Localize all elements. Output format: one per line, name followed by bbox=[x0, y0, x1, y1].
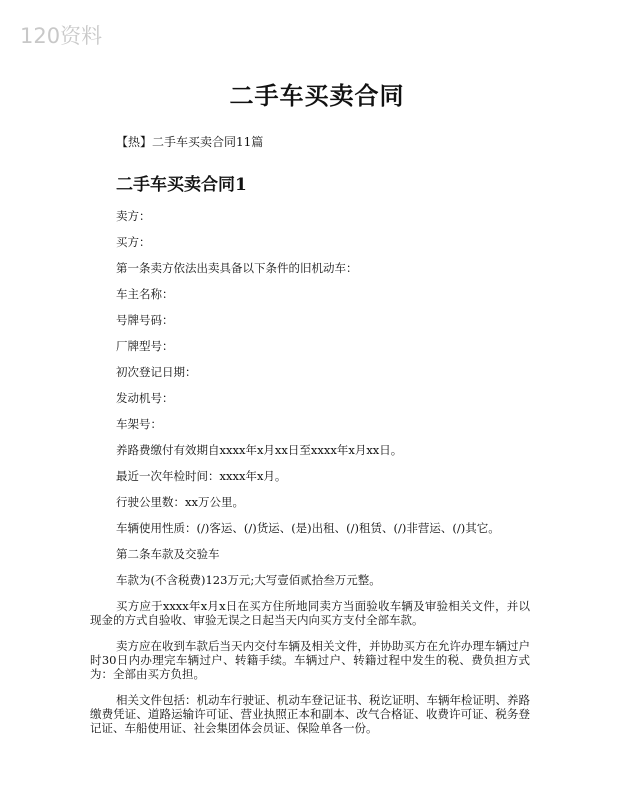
paragraph-mileage: 行驶公里数：xx万公里。 bbox=[116, 495, 244, 509]
document-subheading: 【热】二手车买卖合同11篇 bbox=[116, 135, 264, 149]
paragraph-seller: 卖方： bbox=[116, 209, 151, 223]
paragraph-payment: 买方应于xxxx年x月x日在买方住所地同卖方当面验收车辆及审验相关文件，并以现金的方式自验收、审验无误之日起当天内向买方支付全部车款。 bbox=[90, 599, 530, 627]
paragraph-frame-number: 车架号： bbox=[116, 417, 162, 431]
section-title: 二手车买卖合同1 bbox=[116, 175, 247, 195]
document-page bbox=[90, 76, 530, 747]
paragraph-first-registration: 初次登记日期： bbox=[116, 365, 197, 379]
paragraph-owner-name: 车主名称： bbox=[116, 287, 174, 301]
paragraph-documents: 相关文件包括：机动车行驶证、机动车登记证书、税讫证明、车辆年检证明、养路缴费凭证、道路运输许可证、营业执照正本和副本、改气合格证、收费许可证、税务登记证、车船使用证、社会集团体会员证、保险单各一份。 bbox=[90, 693, 530, 735]
paragraph-article-2: 第二条车款及交验车 bbox=[116, 547, 220, 561]
document-title: 二手车买卖合同 bbox=[229, 81, 405, 110]
paragraph-buyer: 买方： bbox=[116, 235, 151, 249]
paragraph-delivery: 卖方应在收到车款后当天内交付车辆及相关文件，并协助买方在允许办理车辆过户时30日内办理完车辆过户、转籍手续。车辆过户、转籍过程中发生的税、费负担方式为：全部由买方负担。 bbox=[90, 639, 530, 681]
paragraph-article-1: 第一条卖方依法出卖具备以下条件的旧机动车： bbox=[116, 261, 358, 275]
paragraph-road-fee: 养路费缴付有效期自xxxx年x月xx日至xxxx年x月xx日。 bbox=[116, 443, 403, 457]
paragraph-price: 车款为(不含税费)123万元;大写壹佰贰拾叁万元整。 bbox=[116, 573, 381, 587]
paragraph-engine-number: 发动机号： bbox=[116, 391, 174, 405]
paragraph-usage-type: 车辆使用性质：(/)客运、(/)货运、(是)出租、(/)租赁、(/)非营运、(/)其它。 bbox=[116, 521, 500, 535]
paragraph-plate-number: 号牌号码： bbox=[116, 313, 174, 327]
watermark: 120资料 bbox=[20, 24, 103, 48]
paragraph-inspection: 最近一次年检时间：xxxx年x月。 bbox=[116, 469, 287, 483]
paragraph-brand-model: 厂牌型号： bbox=[116, 339, 174, 353]
